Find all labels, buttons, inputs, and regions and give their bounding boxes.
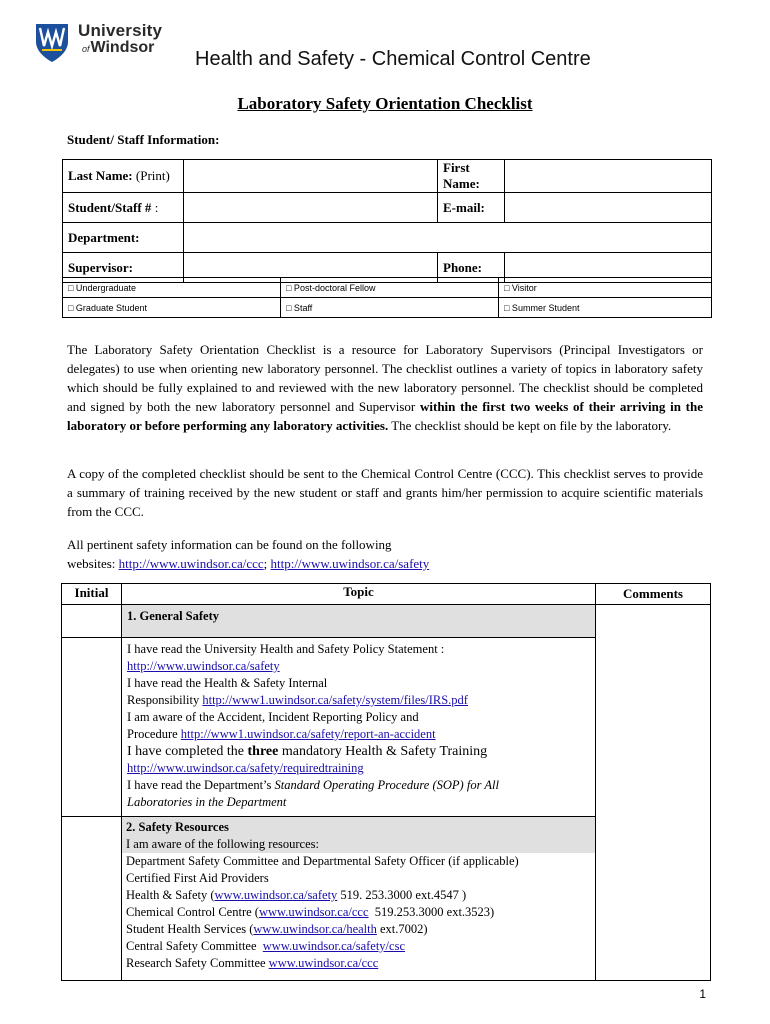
general-safety-items: I have read the University Health and Safety Policy Statement : http://www.uwindsor.ca/safety I have read the Health & Safety Internal Responsibility http://www1.uwindsor.ca/safety/system/files/IRS.pdf I am aware of the Accident, Incident Reporting Policy and Procedure http://www1.uwindsor.ca/safety/report-an-accident I have completed the three mandatory Health & Safety Training http://www.uwindsor.ca/safety/requiredtraining I have read the Department’s Standard Operating Procedure (SOP) for All Laboratories in the Department bbox=[122, 638, 596, 817]
resource-csc: Central Safety Committee www.uwindsor.ca/safety/csc bbox=[126, 939, 405, 953]
checkbox-visitor[interactable]: □ Visitor bbox=[499, 278, 712, 298]
ccc-link[interactable]: http://www.uwindsor.ca/ccc bbox=[118, 556, 264, 571]
header-title: Health and Safety - Chemical Control Centre bbox=[195, 48, 591, 70]
page-number: 1 bbox=[699, 987, 706, 1001]
resource-first-aid: Certified First Aid Providers bbox=[126, 871, 269, 885]
checklist-table bbox=[61, 583, 711, 981]
resource-dsc: Department Safety Committee and Departmental Safety Officer (if applicable) bbox=[126, 854, 519, 868]
status-table bbox=[62, 277, 712, 318]
irs-link[interactable]: http://www1.uwindsor.ca/safety/system/files/IRS.pdf bbox=[202, 693, 468, 707]
safety-link[interactable]: http://www.uwindsor.ca/safety bbox=[270, 556, 430, 571]
training-link[interactable]: http://www.uwindsor.ca/safety/requiredtraining bbox=[127, 761, 364, 775]
checkbox-undergraduate[interactable]: □ Undergraduate bbox=[63, 278, 281, 298]
last-name-field[interactable] bbox=[184, 160, 438, 193]
phone-label: Phone: bbox=[438, 253, 505, 283]
csc-link[interactable]: www.uwindsor.ca/safety/csc bbox=[262, 939, 405, 953]
checkbox-summer[interactable]: □ Summer Student bbox=[499, 298, 712, 318]
item-accident-reporting: I am aware of the Accident, Incident Reporting Policy and bbox=[127, 710, 419, 724]
logo-windsor: Windsor bbox=[90, 39, 155, 56]
student-staff-field[interactable] bbox=[184, 193, 438, 223]
intro-paragraph: The Laboratory Safety Orientation Checklist is a resource for Laboratory Supervisors (Principal Investigators or delegates) to use when orienting new laboratory personnel. The checklist outlines a variety of topics in laboratory safety which should be fully explained to and reviewed with the new laboratory personnel. The checklist should be completed and signed by both the new laboratory personnel and Supervisor within the first two weeks of their arriving in the laboratory or before performing any laboratory activities. The checklist should be kept on file by the laboratory. bbox=[67, 342, 704, 433]
email-field[interactable] bbox=[505, 193, 712, 223]
safety-resources-items: 2. Safety Resources I am aware of the following resources: Department Safety Committee and Departmental Safety Officer (if applicable) Certified First Aid Providers Health & Safety (www.uwindsor.ca/safety 519. 253.3000 ext.4547 ) Chemical Control Centre (www.uwindsor.ca/ccc 519.253.3000 ext.3523) Student Health Services (www.uwindsor.ca/health ext.7002) Central Safety Committee www.uwindsor.ca/safety/csc Research Safety Committee www.uwindsor.ca/ccc bbox=[122, 817, 596, 981]
copy-paragraph: A copy of the completed checklist should be sent to the Chemical Control Centre (CCC). This checklist serves to provide a summary of training received by the new student or staff and grants him/her permission to acquire scientific materials from the CCC. bbox=[67, 466, 703, 519]
resource-rsc: Research Safety Committee www.uwindsor.ca/ccc bbox=[126, 956, 379, 970]
logo-university: University bbox=[78, 21, 163, 40]
student-info-table bbox=[62, 159, 712, 283]
department-label: Department: bbox=[63, 223, 184, 253]
supervisor-label: Supervisor: bbox=[63, 253, 184, 283]
col-initial: Initial bbox=[62, 584, 122, 605]
first-name-label: First Name: bbox=[438, 160, 505, 193]
accident-link[interactable]: http://www1.uwindsor.ca/safety/report-an-accident bbox=[180, 727, 436, 741]
item-sop: I have read the Department’s Standard Operating Procedure (SOP) for All bbox=[127, 778, 499, 792]
rsc-link[interactable]: www.uwindsor.ca/ccc bbox=[268, 956, 379, 970]
resource-ccc: Chemical Control Centre (www.uwindsor.ca/ccc 519.253.3000 ext.3523) bbox=[126, 905, 495, 919]
item-mandatory-training: I have completed the three mandatory Health & Safety Training bbox=[127, 744, 488, 759]
ccc-resource-link[interactable]: www.uwindsor.ca/ccc bbox=[258, 905, 369, 919]
university-logo bbox=[34, 22, 174, 66]
checkbox-staff[interactable]: □ Staff bbox=[281, 298, 499, 318]
last-name-label: Last Name: (Print) bbox=[63, 160, 184, 193]
info-section-label: Student/ Staff Information: bbox=[67, 132, 220, 147]
initial-cell-general[interactable] bbox=[62, 638, 122, 817]
initial-cell-s1[interactable] bbox=[62, 605, 122, 638]
logo-of: of bbox=[82, 44, 90, 54]
initial-cell-resources[interactable] bbox=[62, 817, 122, 981]
document-title: Laboratory Safety Orientation Checklist bbox=[237, 94, 533, 113]
comments-cell-top[interactable] bbox=[596, 605, 711, 638]
checkbox-postdoc[interactable]: □ Post-doctoral Fellow bbox=[281, 278, 499, 298]
col-comments: Comments bbox=[596, 584, 711, 605]
item-policy-statement: I have read the University Health and Safety Policy Statement : bbox=[127, 642, 445, 656]
col-topic: Topic bbox=[122, 584, 596, 605]
policy-link[interactable]: http://www.uwindsor.ca/safety bbox=[127, 659, 280, 673]
shield-crest-icon bbox=[34, 22, 70, 64]
comments-cell[interactable] bbox=[596, 638, 711, 981]
checkbox-graduate[interactable]: □ Graduate Student bbox=[63, 298, 281, 318]
section-general-safety: 1. General Safety bbox=[122, 605, 596, 638]
department-field[interactable] bbox=[184, 223, 712, 253]
resource-health-safety: Health & Safety (www.uwindsor.ca/safety 519. 253.3000 ext.4547 ) bbox=[126, 888, 467, 902]
item-internal-responsibility: I have read the Health & Safety Internal bbox=[127, 676, 328, 690]
websites-paragraph: All pertinent safety information can be found on the following websites: http://www.uwindsor.ca/ccc; http://www.uwindsor.ca/safety bbox=[67, 537, 430, 571]
resource-student-health: Student Health Services (www.uwindsor.ca/health ext.7002) bbox=[126, 922, 428, 936]
email-label: E-mail: bbox=[438, 193, 505, 223]
first-name-field[interactable] bbox=[505, 160, 712, 193]
health-safety-link[interactable]: www.uwindsor.ca/safety bbox=[214, 888, 338, 902]
student-staff-label: Student/Staff # : bbox=[63, 193, 184, 223]
health-link[interactable]: www.uwindsor.ca/health bbox=[253, 922, 377, 936]
